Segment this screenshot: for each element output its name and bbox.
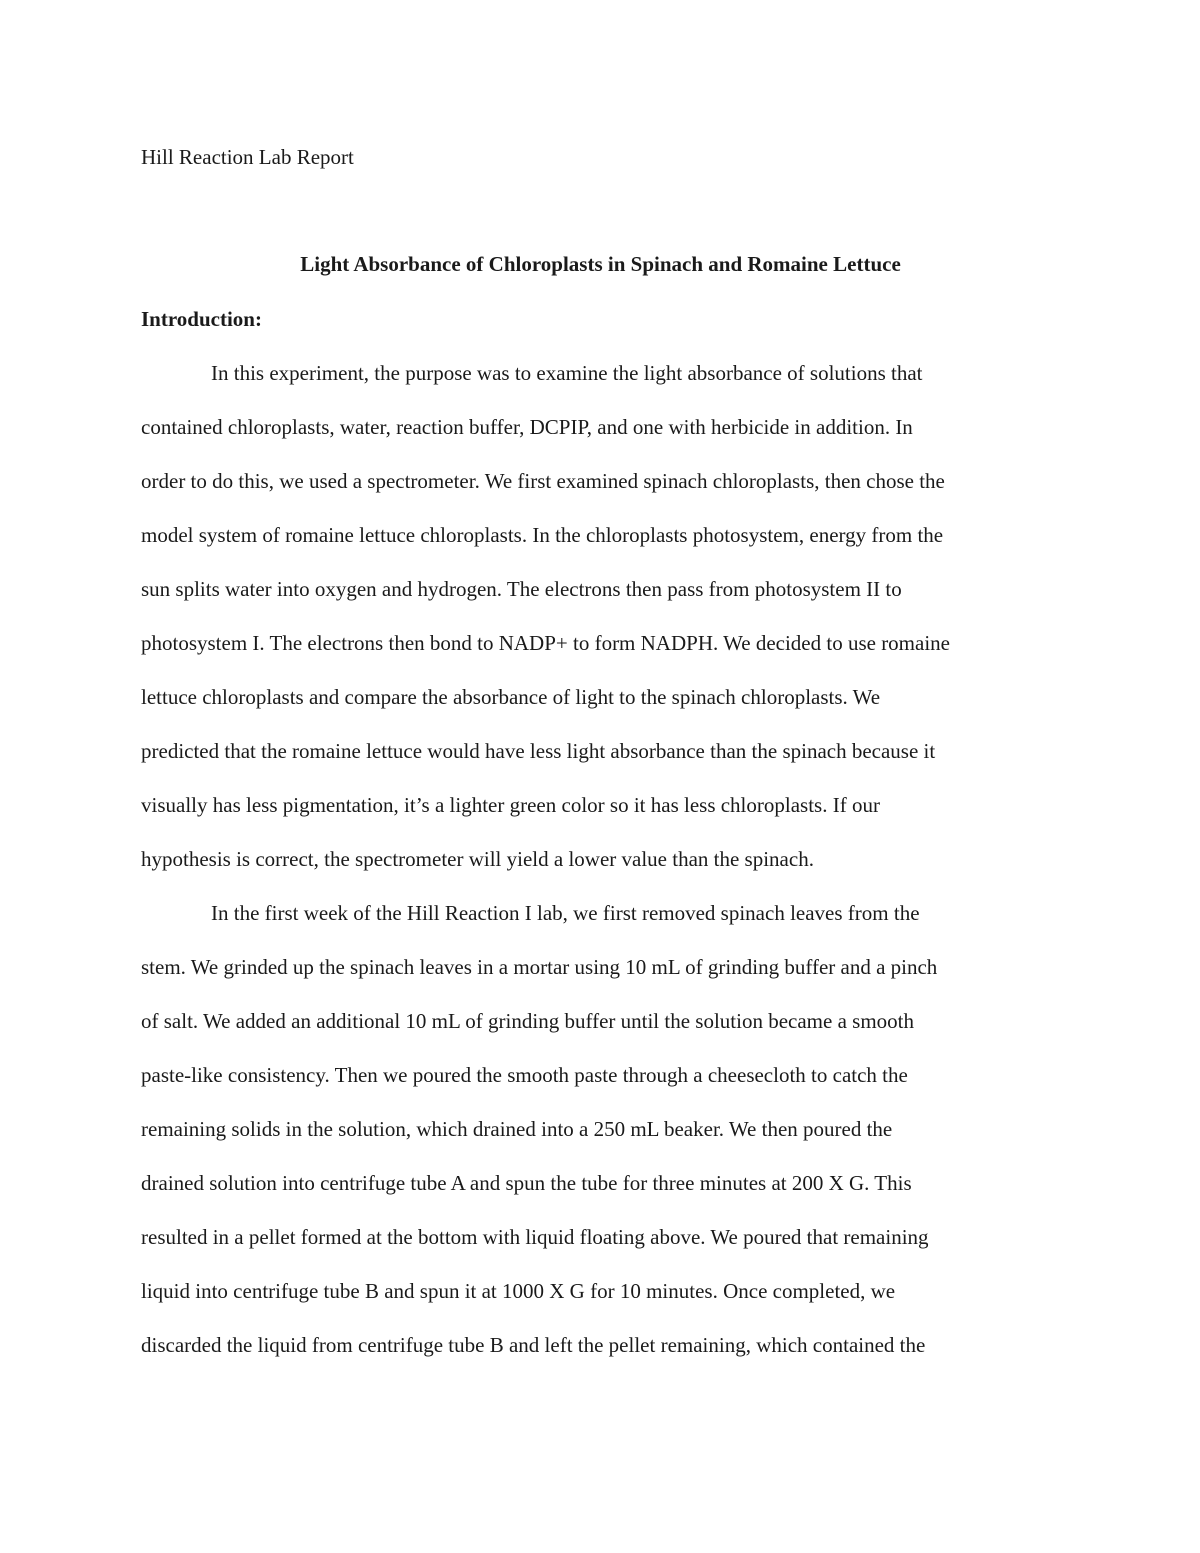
paragraph-line: predicted that the romaine lettuce would have less light absorbance than the spinach because it	[141, 739, 936, 763]
paragraph-line: In this experiment, the purpose was to examine the light absorbance of solutions that	[211, 361, 923, 385]
paragraph-line: In the first week of the Hill Reaction I lab, we first removed spinach leaves from the	[211, 901, 920, 925]
paragraph-line: resulted in a pellet formed at the bottom with liquid floating above. We poured that remaining	[141, 1225, 929, 1249]
paragraph-line: paste-like consistency. Then we poured the smooth paste through a cheesecloth to catch the	[141, 1063, 908, 1087]
paragraph-line: model system of romaine lettuce chloroplasts. In the chloroplasts photosystem, energy from the	[141, 523, 944, 547]
paragraph-line: hypothesis is correct, the spectrometer will yield a lower value than the spinach.	[141, 847, 814, 871]
paragraph-line: contained chloroplasts, water, reaction buffer, DCPIP, and one with herbicide in addition. In	[141, 415, 913, 439]
paragraph-line: stem. We grinded up the spinach leaves in a mortar using 10 mL of grinding buffer and a pinch	[141, 955, 938, 979]
paragraph-line: order to do this, we used a spectrometer. We first examined spinach chloroplasts, then chose the	[141, 469, 945, 493]
paragraph-line: photosystem I. The electrons then bond to NADP+ to form NADPH. We decided to use romaine	[141, 631, 950, 655]
document-header: Hill Reaction Lab Report	[141, 145, 354, 169]
paragraph-line: of salt. We added an additional 10 mL of grinding buffer until the solution became a smooth	[141, 1009, 915, 1033]
section-heading-introduction: Introduction:	[141, 307, 262, 331]
document-title: Light Absorbance of Chloroplasts in Spinach and Romaine Lettuce	[300, 252, 901, 276]
paragraph-line: sun splits water into oxygen and hydrogen. The electrons then pass from photosystem II to	[141, 577, 902, 601]
paragraph-line: lettuce chloroplasts and compare the absorbance of light to the spinach chloroplasts. We	[141, 685, 881, 709]
paragraph-line: discarded the liquid from centrifuge tube B and left the pellet remaining, which contained the	[141, 1333, 926, 1357]
paragraph-line: visually has less pigmentation, it’s a lighter green color so it has less chloroplasts. If our	[141, 793, 880, 817]
paragraph-line: remaining solids in the solution, which drained into a 250 mL beaker. We then poured the	[141, 1117, 893, 1141]
paragraph-line: drained solution into centrifuge tube A and spun the tube for three minutes at 200 X G. This	[141, 1171, 912, 1195]
paragraph-line: liquid into centrifuge tube B and spun it at 1000 X G for 10 minutes. Once completed, we	[141, 1279, 896, 1303]
